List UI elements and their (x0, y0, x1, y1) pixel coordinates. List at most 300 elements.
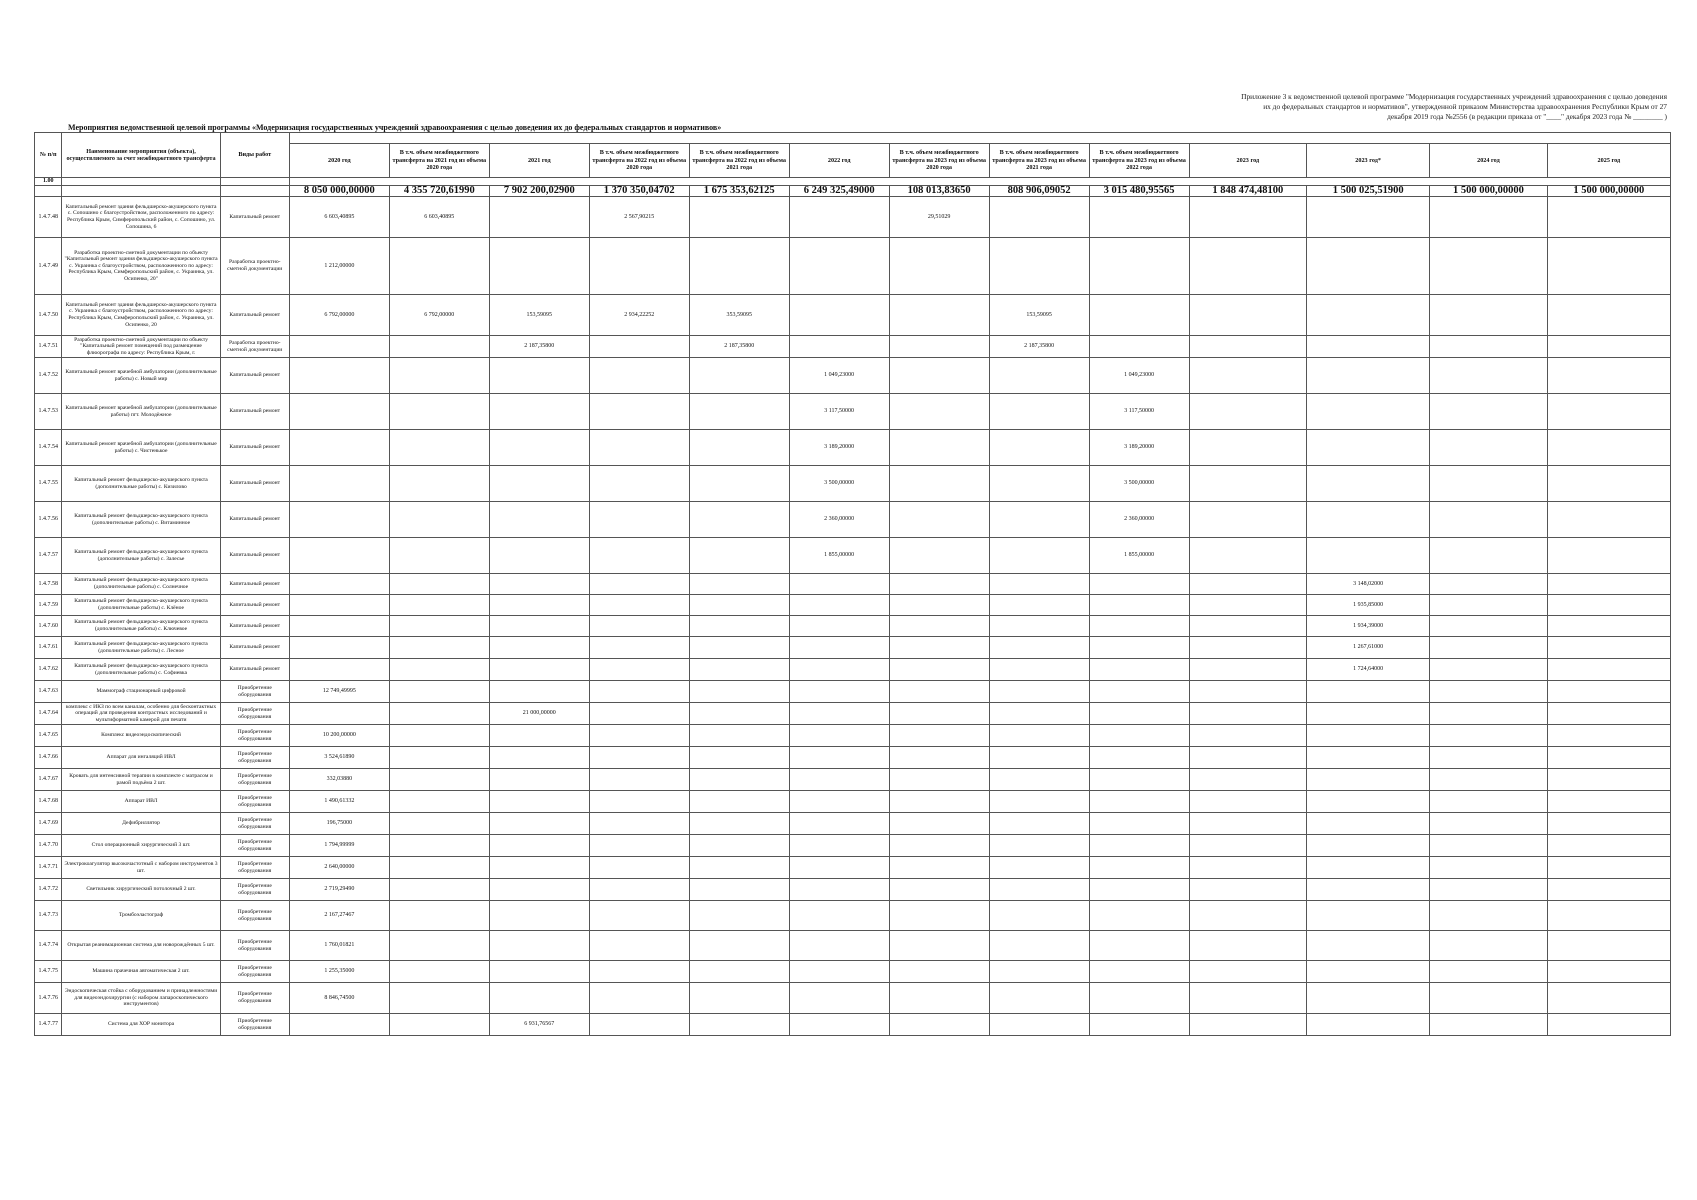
row-value (489, 637, 589, 659)
row-value (1089, 616, 1189, 637)
total-value: 108 013,83650 (889, 186, 989, 197)
table-row (35, 295, 1671, 336)
row-value (689, 616, 789, 637)
row-value (589, 901, 689, 931)
table-row (35, 238, 1671, 295)
row-value (789, 659, 889, 681)
row-value (689, 703, 789, 725)
row-value (989, 791, 1089, 813)
row-value (489, 538, 589, 574)
row-value (1189, 931, 1307, 961)
row-name: Кровать для интенсивной терапии в комплекте с матрасом и рамой подъёма 2 шт. (62, 769, 220, 791)
row-value (589, 238, 689, 295)
row-value (1189, 703, 1307, 725)
row-type: Капитальный ремонт (220, 574, 289, 595)
total-value: 1 675 353,62125 (689, 186, 789, 197)
row-name: Машина прачечная автоматическая 2 шт. (62, 961, 220, 983)
row-value (889, 358, 989, 394)
row-type: Приобретение оборудования (220, 703, 289, 725)
row-value (989, 574, 1089, 595)
row-name: Капитальный ремонт врачебной амбулатории (дополнительные работы) с. Чистенькое (62, 430, 220, 466)
row-value (1547, 336, 1670, 358)
row-value (489, 197, 589, 238)
row-value (389, 703, 489, 725)
row-value (489, 574, 589, 595)
row-value (1189, 358, 1307, 394)
row-value (1430, 637, 1548, 659)
row-name: Капитальный ремонт фельдшерско-акушерского пункта (дополнительные работы) с. Солнечное (62, 574, 220, 595)
row-value (1307, 983, 1430, 1014)
table-row (35, 791, 1671, 813)
row-value: 1 255,35000 (289, 961, 389, 983)
row-value (1307, 901, 1430, 931)
total-value: 1 500 025,51900 (1307, 186, 1430, 197)
row-value (289, 430, 389, 466)
table-row (35, 538, 1671, 574)
row-name: Эндоскопическая стойка с оборудованием и принадлежностями для видеоэндохирургии (с набором лапароскопического инструментов) (62, 983, 220, 1014)
table-row (35, 681, 1671, 703)
row-type: Приобретение оборудования (220, 901, 289, 931)
row-value (889, 681, 989, 703)
row-value (589, 681, 689, 703)
row-value (989, 595, 1089, 616)
row-value (689, 238, 789, 295)
row-value (889, 703, 989, 725)
table-row (35, 747, 1671, 769)
row-value (689, 466, 789, 502)
row-number: 1.4.7.68 (35, 791, 62, 813)
table-row (35, 358, 1671, 394)
total-value: 8 050 000,00000 (289, 186, 389, 197)
row-value (1189, 394, 1307, 430)
row-value (589, 595, 689, 616)
row-value: 12 749,49995 (289, 681, 389, 703)
row-name: Стол операционный хирургический 3 шт. (62, 835, 220, 857)
row-value (1189, 747, 1307, 769)
row-value (889, 1014, 989, 1036)
row-value (1307, 703, 1430, 725)
row-value (589, 430, 689, 466)
row-value (1547, 466, 1670, 502)
row-value (789, 961, 889, 983)
row-value (1430, 983, 1548, 1014)
row-value (1189, 616, 1307, 637)
table-row (35, 430, 1671, 466)
row-value (389, 747, 489, 769)
row-value (1547, 835, 1670, 857)
row-value (789, 703, 889, 725)
row-value (1089, 769, 1189, 791)
row-value: 6 603,40895 (389, 197, 489, 238)
row-value (1430, 336, 1548, 358)
row-value: 3 500,00000 (789, 466, 889, 502)
row-value (489, 502, 589, 538)
row-value (389, 681, 489, 703)
row-type: Капитальный ремонт (220, 197, 289, 238)
row-value (589, 879, 689, 901)
row-name: Тромбоэластограф (62, 901, 220, 931)
row-value (289, 616, 389, 637)
row-value (389, 394, 489, 430)
table-row (35, 961, 1671, 983)
row-value (1547, 725, 1670, 747)
row-number: 1.4.7.64 (35, 703, 62, 725)
row-number: 1.4.7.55 (35, 466, 62, 502)
row-value (1547, 813, 1670, 835)
row-type: Капитальный ремонт (220, 430, 289, 466)
row-value (989, 238, 1089, 295)
row-value (589, 791, 689, 813)
row-value (1547, 659, 1670, 681)
row-value (1547, 295, 1670, 336)
row-value (889, 813, 989, 835)
row-value (1089, 725, 1189, 747)
row-value (389, 637, 489, 659)
row-value: 3 500,00000 (1089, 466, 1189, 502)
row-value (889, 430, 989, 466)
row-number: 1.4.7.56 (35, 502, 62, 538)
row-type: Приобретение оборудования (220, 961, 289, 983)
row-value (589, 857, 689, 879)
header-col: В т.ч. объем межбюджетного трансферта на 2023 год из объема 2022 года (1089, 144, 1189, 178)
row-type: Капитальный ремонт (220, 659, 289, 681)
row-name: Капитальный ремонт здания фельдшерско-акушерского пункта с. Украинка с благоустройством, расположенного по адресу: Республика Крым, Симферопольский район, с. Украинка, ул. Осипенко, 20 (62, 295, 220, 336)
row-value (1547, 430, 1670, 466)
row-value (1307, 295, 1430, 336)
row-value (689, 961, 789, 983)
row-value (1189, 961, 1307, 983)
table-row (35, 616, 1671, 637)
row-value (1430, 616, 1548, 637)
table-row (35, 659, 1671, 681)
row-type: Капитальный ремонт (220, 637, 289, 659)
row-value (689, 358, 789, 394)
row-value (1189, 1014, 1307, 1036)
row-value (989, 430, 1089, 466)
row-value (1307, 961, 1430, 983)
row-value (1189, 681, 1307, 703)
program-table (34, 132, 1671, 1036)
row-value (1430, 574, 1548, 595)
row-value (489, 394, 589, 430)
row-value (889, 295, 989, 336)
row-value: 1 855,00000 (789, 538, 889, 574)
row-value (1089, 1014, 1189, 1036)
row-number: 1.4.7.76 (35, 983, 62, 1014)
row-value (989, 502, 1089, 538)
total-value: 1 500 000,00000 (1430, 186, 1548, 197)
header-col: 2024 год (1430, 144, 1548, 178)
row-value (489, 983, 589, 1014)
row-value (289, 659, 389, 681)
row-value (1307, 238, 1430, 295)
row-type: Приобретение оборудования (220, 791, 289, 813)
row-name: Светильник хирургический потолочный 2 шт. (62, 879, 220, 901)
row-value (989, 747, 1089, 769)
row-value (1307, 430, 1430, 466)
row-value (789, 813, 889, 835)
row-value: 1 724,64000 (1307, 659, 1430, 681)
row-type: Приобретение оборудования (220, 1014, 289, 1036)
row-value (889, 835, 989, 857)
appendix-note (1107, 92, 1667, 122)
row-value (1307, 466, 1430, 502)
row-value (589, 394, 689, 430)
row-name: Капитальный ремонт фельдшерско-акушерского пункта (дополнительные работы) с. Витаминное (62, 502, 220, 538)
row-value (1189, 197, 1307, 238)
row-value: 2 934,22252 (589, 295, 689, 336)
row-value (1547, 574, 1670, 595)
row-value (1547, 961, 1670, 983)
row-value: 153,59095 (489, 295, 589, 336)
row-number: 1.4.7.72 (35, 879, 62, 901)
row-value (289, 637, 389, 659)
row-value (1189, 574, 1307, 595)
row-value (789, 747, 889, 769)
row-value (1430, 931, 1548, 961)
table-row (35, 857, 1671, 879)
row-value (889, 595, 989, 616)
row-value (989, 637, 1089, 659)
row-value (889, 879, 989, 901)
row-value (489, 358, 589, 394)
row-value (289, 538, 389, 574)
row-value: 2 640,00000 (289, 857, 389, 879)
row-value (489, 791, 589, 813)
row-value: 6 792,00000 (389, 295, 489, 336)
row-value: 2 719,29490 (289, 879, 389, 901)
row-type: Приобретение оборудования (220, 681, 289, 703)
row-value (689, 931, 789, 961)
row-number: 1.4.7.52 (35, 358, 62, 394)
row-number: 1.4.7.62 (35, 659, 62, 681)
row-value (389, 791, 489, 813)
row-value (389, 961, 489, 983)
total-value: 6 249 325,49000 (789, 186, 889, 197)
row-value (1547, 983, 1670, 1014)
row-value (1307, 769, 1430, 791)
row-value (389, 725, 489, 747)
row-value (689, 1014, 789, 1036)
row-name: Электрокоагулятор высокочастотный с набором инструментов 3 шт. (62, 857, 220, 879)
row-value (389, 358, 489, 394)
row-value (989, 659, 1089, 681)
row-value (1307, 725, 1430, 747)
row-value (989, 961, 1089, 983)
row-value: 153,59095 (989, 295, 1089, 336)
row-number: 1.4.7.67 (35, 769, 62, 791)
row-value (489, 725, 589, 747)
row-number: 1.4.7.49 (35, 238, 62, 295)
row-value (889, 659, 989, 681)
row-number: 1.4.7.58 (35, 574, 62, 595)
row-value (689, 747, 789, 769)
row-value (589, 574, 689, 595)
header-col: В т.ч. объем межбюджетного трансферта на 2021 год из объема 2020 года (389, 144, 489, 178)
row-value (589, 703, 689, 725)
row-name: комплекс с ИКЗ по всем каналам, особенно для бесконтактных операций для проведения контрастных исследований и мультиформатной камерой для печати (62, 703, 220, 725)
row-value (1547, 637, 1670, 659)
row-value (789, 616, 889, 637)
row-value (589, 961, 689, 983)
row-value (589, 358, 689, 394)
row-value (489, 238, 589, 295)
table-row (35, 336, 1671, 358)
row-value (489, 681, 589, 703)
row-value (1547, 616, 1670, 637)
row-value (689, 983, 789, 1014)
row-value (489, 430, 589, 466)
row-value (289, 336, 389, 358)
row-value (1430, 835, 1548, 857)
row-value (889, 769, 989, 791)
row-value (789, 595, 889, 616)
table-row (35, 502, 1671, 538)
row-number: 1.4.7.60 (35, 616, 62, 637)
row-value (1547, 681, 1670, 703)
row-value (1430, 747, 1548, 769)
table-row (35, 769, 1671, 791)
row-number: 1.4.7.70 (35, 835, 62, 857)
header-col: 2021 год (489, 144, 589, 178)
row-value (389, 879, 489, 901)
row-value (789, 983, 889, 1014)
row-number: 1.4.7.75 (35, 961, 62, 983)
row-value (789, 725, 889, 747)
appendix-line-3: декабря 2019 года №2556 (в редакции приказа от "____" декабря 2023 года № ________ ) (1387, 112, 1667, 121)
row-value (489, 813, 589, 835)
row-name: Капитальный ремонт фельдшерско-акушерского пункта (дополнительные работы) с. Клёное (62, 595, 220, 616)
row-value: 29,51029 (889, 197, 989, 238)
row-value (1430, 857, 1548, 879)
table-row (35, 394, 1671, 430)
row-value (889, 394, 989, 430)
row-value (389, 857, 489, 879)
row-value (1430, 1014, 1548, 1036)
row-number: 1.4.7.74 (35, 931, 62, 961)
row-value (789, 835, 889, 857)
row-value (1307, 197, 1430, 238)
row-value (1189, 637, 1307, 659)
row-value (1089, 857, 1189, 879)
header-col: 2025 год (1547, 144, 1670, 178)
row-value (689, 430, 789, 466)
row-value (989, 813, 1089, 835)
row-value (389, 813, 489, 835)
row-value (589, 466, 689, 502)
row-value (589, 983, 689, 1014)
header-num: № п/п (35, 133, 62, 178)
row-value (1430, 703, 1548, 725)
row-number: 1.4.7.59 (35, 595, 62, 616)
row-number: 1.4.7.63 (35, 681, 62, 703)
row-value (889, 574, 989, 595)
row-value (489, 835, 589, 857)
row-value (1189, 595, 1307, 616)
row-value (1189, 835, 1307, 857)
row-number: 1.4.7.77 (35, 1014, 62, 1036)
row-value (789, 791, 889, 813)
row-type: Приобретение оборудования (220, 769, 289, 791)
row-value: 21 000,00000 (489, 703, 589, 725)
row-value: 1 760,01821 (289, 931, 389, 961)
row-number: 1.4.7.50 (35, 295, 62, 336)
row-name: Капитальный ремонт фельдшерско-акушерского пункта (дополнительные работы) с. Залесье (62, 538, 220, 574)
row-name: Комплекс видеоэндоскопический (62, 725, 220, 747)
row-value (689, 659, 789, 681)
row-value (1430, 725, 1548, 747)
row-type: Разработка проектно-сметной документации (220, 336, 289, 358)
row-value (589, 502, 689, 538)
row-value (1189, 238, 1307, 295)
row-value (989, 879, 1089, 901)
row-value (989, 394, 1089, 430)
row-value (989, 538, 1089, 574)
row-name: Капитальный ремонт врачебной амбулатории (дополнительные работы) с. Новый мир (62, 358, 220, 394)
row-type: Приобретение оборудования (220, 747, 289, 769)
row-value (589, 835, 689, 857)
section-number: 1.00 (35, 178, 62, 186)
row-value (1430, 430, 1548, 466)
row-number: 1.4.7.66 (35, 747, 62, 769)
row-value: 1 935,85000 (1307, 595, 1430, 616)
row-type: Капитальный ремонт (220, 358, 289, 394)
row-value (889, 466, 989, 502)
row-value (789, 769, 889, 791)
appendix-line-1: Приложение 3 к ведомственной целевой программе "Модернизация государственных учреждений здравоохранения с целью доведения (1241, 92, 1667, 101)
row-value (789, 901, 889, 931)
row-value (789, 197, 889, 238)
row-value: 332,03880 (289, 769, 389, 791)
row-value (489, 931, 589, 961)
row-value (1307, 358, 1430, 394)
row-value (1089, 813, 1189, 835)
row-value (1089, 197, 1189, 238)
row-value (989, 681, 1089, 703)
row-value (1307, 502, 1430, 538)
row-value (1547, 931, 1670, 961)
row-value (589, 616, 689, 637)
row-value (1307, 791, 1430, 813)
row-value (1547, 901, 1670, 931)
row-value (789, 295, 889, 336)
table-row (35, 197, 1671, 238)
row-value (489, 747, 589, 769)
row-value (889, 616, 989, 637)
row-value (1189, 725, 1307, 747)
row-value (1430, 813, 1548, 835)
row-value: 3 189,20000 (1089, 430, 1189, 466)
row-type: Приобретение оборудования (220, 835, 289, 857)
row-value (1189, 813, 1307, 835)
row-value (889, 857, 989, 879)
row-value (889, 238, 989, 295)
totals-row (35, 186, 1671, 197)
row-value (1547, 238, 1670, 295)
row-value (1189, 466, 1307, 502)
row-value (389, 1014, 489, 1036)
row-value (589, 747, 689, 769)
row-value (389, 901, 489, 931)
row-value (1547, 769, 1670, 791)
row-value (589, 637, 689, 659)
table-row (35, 595, 1671, 616)
row-value (689, 681, 789, 703)
row-name: Разработка проектно-сметной документации по объекту "Капитальный ремонт здания фельдшерско-акушерского пункта с. Украинка с благоустройством, расположенного по адресу: Республика Крым, Симферопольский район, с. Украинка, ул. Осипенко, 20" (62, 238, 220, 295)
row-value (1089, 983, 1189, 1014)
row-value (889, 791, 989, 813)
row-name: Маммограф стационарный цифровой (62, 681, 220, 703)
